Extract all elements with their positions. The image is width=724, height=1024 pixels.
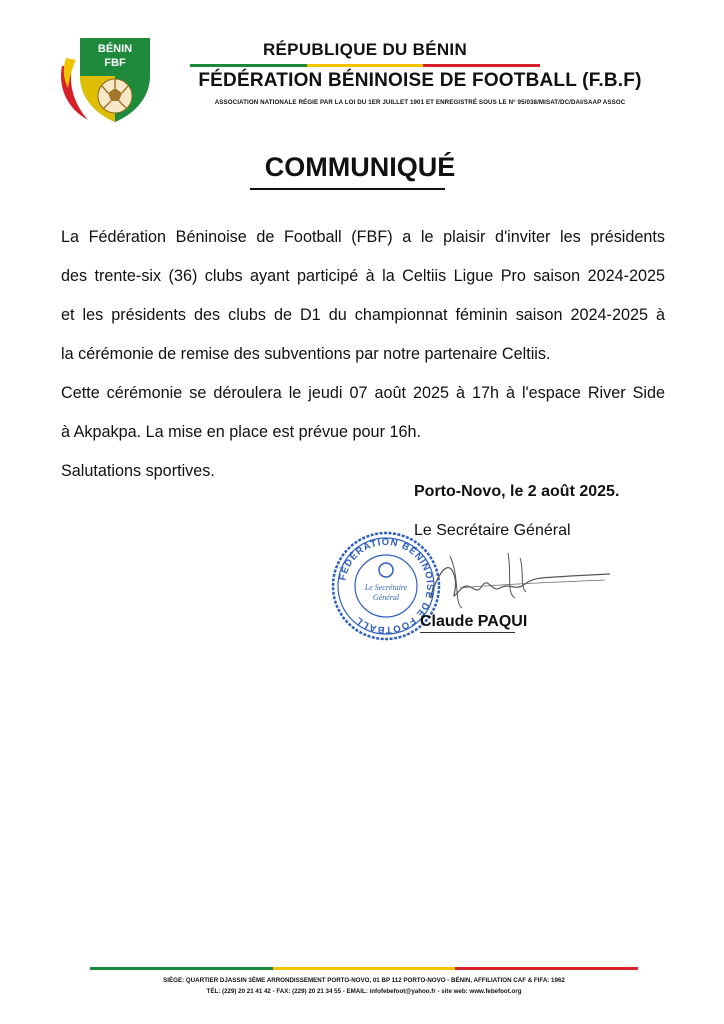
logo-text-bottom: FBF (104, 57, 126, 69)
signatory-role: Le Secrétaire Général (414, 522, 571, 539)
footer-address: SIÈGE: QUARTIER DJASSIN 3ÈME ARRONDISSEMENT PORTO-NOVO, 01 BP 112 PORTO-NOVO - BÉNIN, AFFILIATION CAF & FIFA: 1962 (163, 977, 565, 984)
body-line: à Akpakpa. La mise en place est prévue pour 16h. (61, 423, 421, 441)
document-title: COMMUNIQUÉ (264, 152, 456, 182)
place-date: Porto-Novo, le 2 août 2025. (414, 483, 620, 500)
fbf-logo (58, 36, 158, 124)
stamp-center-line1: Le Secrétaire (364, 583, 408, 592)
body-line: la cérémonie de remise des subventions par notre partenaire Celtiis. (61, 345, 551, 363)
body-line: des trente-six (36) clubs ayant participé à la Celtiis Ligue Pro saison 2024-2025 (61, 267, 665, 285)
body-line: Cette cérémonie se déroulera le jeudi 07 août 2025 à 17h à l'espace River Side (61, 384, 665, 402)
body-line: et les présidents des clubs de D1 du championnat féminin saison 2024-2025 à (61, 306, 665, 324)
name-underline (420, 632, 515, 633)
association-registration: ASSOCIATION NATIONALE RÉGIE PAR LA LOI DU 1ER JUILLET 1901 ET ENREGISTRÉ SOUS LE N° 95/038/MISAT/DC/DAI/SAAP ASSOC (214, 99, 626, 106)
body-line: La Fédération Béninoise de Football (FBF) a le plaisir d'inviter les présidents (61, 228, 665, 246)
federation-heading: FÉDÉRATION BÉNINOISE DE FOOTBALL (F.B.F) (198, 70, 642, 91)
footer-flag-stripe (90, 967, 638, 970)
footer-contact: TÉL: (229) 20 21 41 42 - FAX: (229) 20 21 34 55 - EMAIL: infofebefoot@yahoo.fr - site web: www.febefoot.org (206, 988, 522, 995)
flag-stripe (190, 64, 540, 67)
handwritten-signature (420, 548, 615, 618)
stamp-center-line2: Général (372, 593, 400, 602)
signatory-name: Claude PAQUI (420, 613, 528, 630)
stamp-ring-text: FÉDÉRATION BÉNINOISE DE FOOTBALL (337, 536, 436, 636)
republic-heading: RÉPUBLIQUE DU BÉNIN (262, 40, 468, 59)
stamp-ball-icon (379, 563, 393, 577)
closing-line: Salutations sportives. (61, 462, 215, 480)
title-underline (250, 188, 445, 190)
logo-text-top: BÉNIN (97, 43, 133, 55)
communique-body (61, 218, 665, 491)
